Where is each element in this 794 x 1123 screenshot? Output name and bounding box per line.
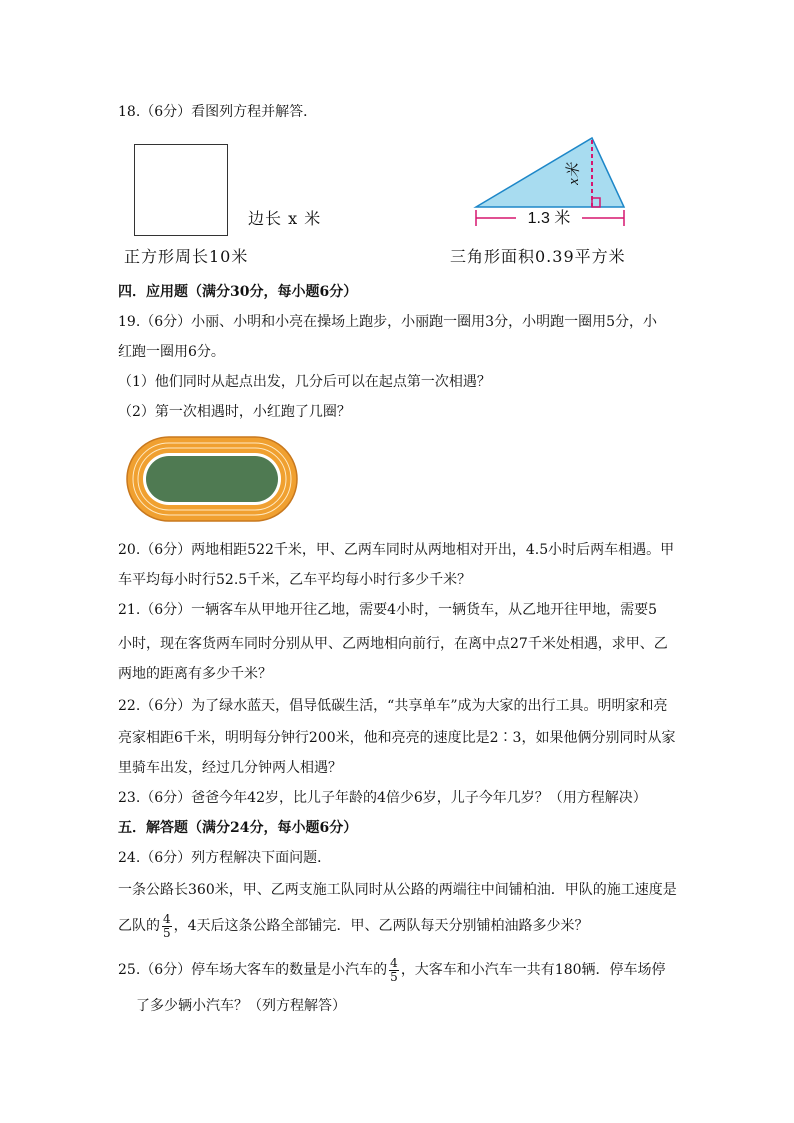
square-side-label: 边长 x 米	[248, 209, 322, 228]
triangle-caption: 三角形面积0.39平方米	[450, 247, 626, 266]
q23-line1: 23.（6分）爸爸今年42岁，比儿子年龄的4倍少6岁，儿子今年几岁？（用方程解决）	[118, 790, 647, 806]
q20-line2: 车平均每小时行52.5千米，乙车平均每小时行多少千米？	[118, 572, 472, 588]
q25-fraction	[389, 957, 399, 984]
q21-line2: 小时，现在客货两车同时分别从甲、乙两地相向前行，在离中点27千米处相遇，求甲、乙	[118, 636, 668, 652]
q25-line1-pre: 25.（6分）停车场大客车的数量是小汽车的	[118, 962, 388, 978]
q20-line1: 20.（6分）两地相距522千米，甲、乙两车同时从两地相对开出，4.5小时后两车相遇。甲	[118, 542, 675, 558]
section4-title: 四．应用题（满分30分，每小题6分）	[118, 284, 358, 300]
q24-line3-post: ，4天后这条公路全部铺完．甲、乙两队每天分别铺柏油路多少米？	[173, 918, 589, 934]
square-caption: 正方形周长10米	[124, 247, 249, 266]
q19-line2: 红跑一圈用6分。	[118, 344, 225, 360]
triangle-base-label: 1.3 米	[527, 210, 571, 227]
q24-line2: 一条公路长360米，甲、乙两支施工队同时从公路的两端往中间铺柏油．甲队的施工速度是	[118, 882, 677, 898]
q22-line1: 22.（6分）为了绿水蓝天，倡导低碳生活，“共享单车”成为大家的出行工具。明明家和亮	[118, 698, 668, 714]
q22-line3: 里骑车出发，经过几分钟两人相遇？	[118, 760, 342, 776]
q25-line1	[118, 955, 666, 985]
q25-line1-post: ，大客车和小汽车一共有180辆．停车场停	[400, 962, 666, 978]
q25-fraction-numerator: 4	[390, 955, 398, 970]
q22-line2: 亮家相距6千米，明明每分钟行200米，他和亮亮的速度比是2∶3，如果他俩分别同时从家	[118, 730, 676, 746]
q24-fraction	[162, 913, 172, 940]
q25-line2: 了多少辆小汽车？（列方程解答）	[136, 998, 346, 1014]
square-figure	[134, 144, 228, 236]
q21-line3: 两地的距离有多少千米？	[118, 666, 272, 682]
q18-header: 18.（6分）看图列方程并解答．	[118, 104, 318, 120]
q19-line1: 19.（6分）小丽、小明和小亮在操场上跑步，小丽跑一圈用3分，小明跑一圈用5分，小	[118, 314, 657, 330]
section5-title: 五．解答题（满分24分，每小题6分）	[118, 820, 358, 836]
triangle-figure	[466, 132, 636, 232]
running-track-image	[124, 434, 300, 524]
q21-line1: 21.（6分）一辆客车从甲地开往乙地，需要4小时，一辆货车，从乙地开往甲地，需要5	[118, 602, 657, 618]
q24-fraction-numerator: 4	[163, 911, 171, 926]
q19-sub1: （1）他们同时从起点出发，几分后可以在起点第一次相遇？	[118, 374, 491, 390]
q24-line1: 24.（6分）列方程解决下面问题．	[118, 850, 332, 866]
q24-line3	[118, 911, 589, 941]
triangle-shape	[476, 138, 624, 207]
q25-fraction-denominator: 5	[390, 969, 398, 984]
q24-line3-pre: 乙队的	[118, 918, 160, 934]
q24-fraction-denominator: 5	[163, 925, 171, 940]
q19-sub2: （2）第一次相遇时，小红跑了几圈？	[118, 404, 351, 420]
triangle-height-label: x米	[566, 163, 582, 185]
